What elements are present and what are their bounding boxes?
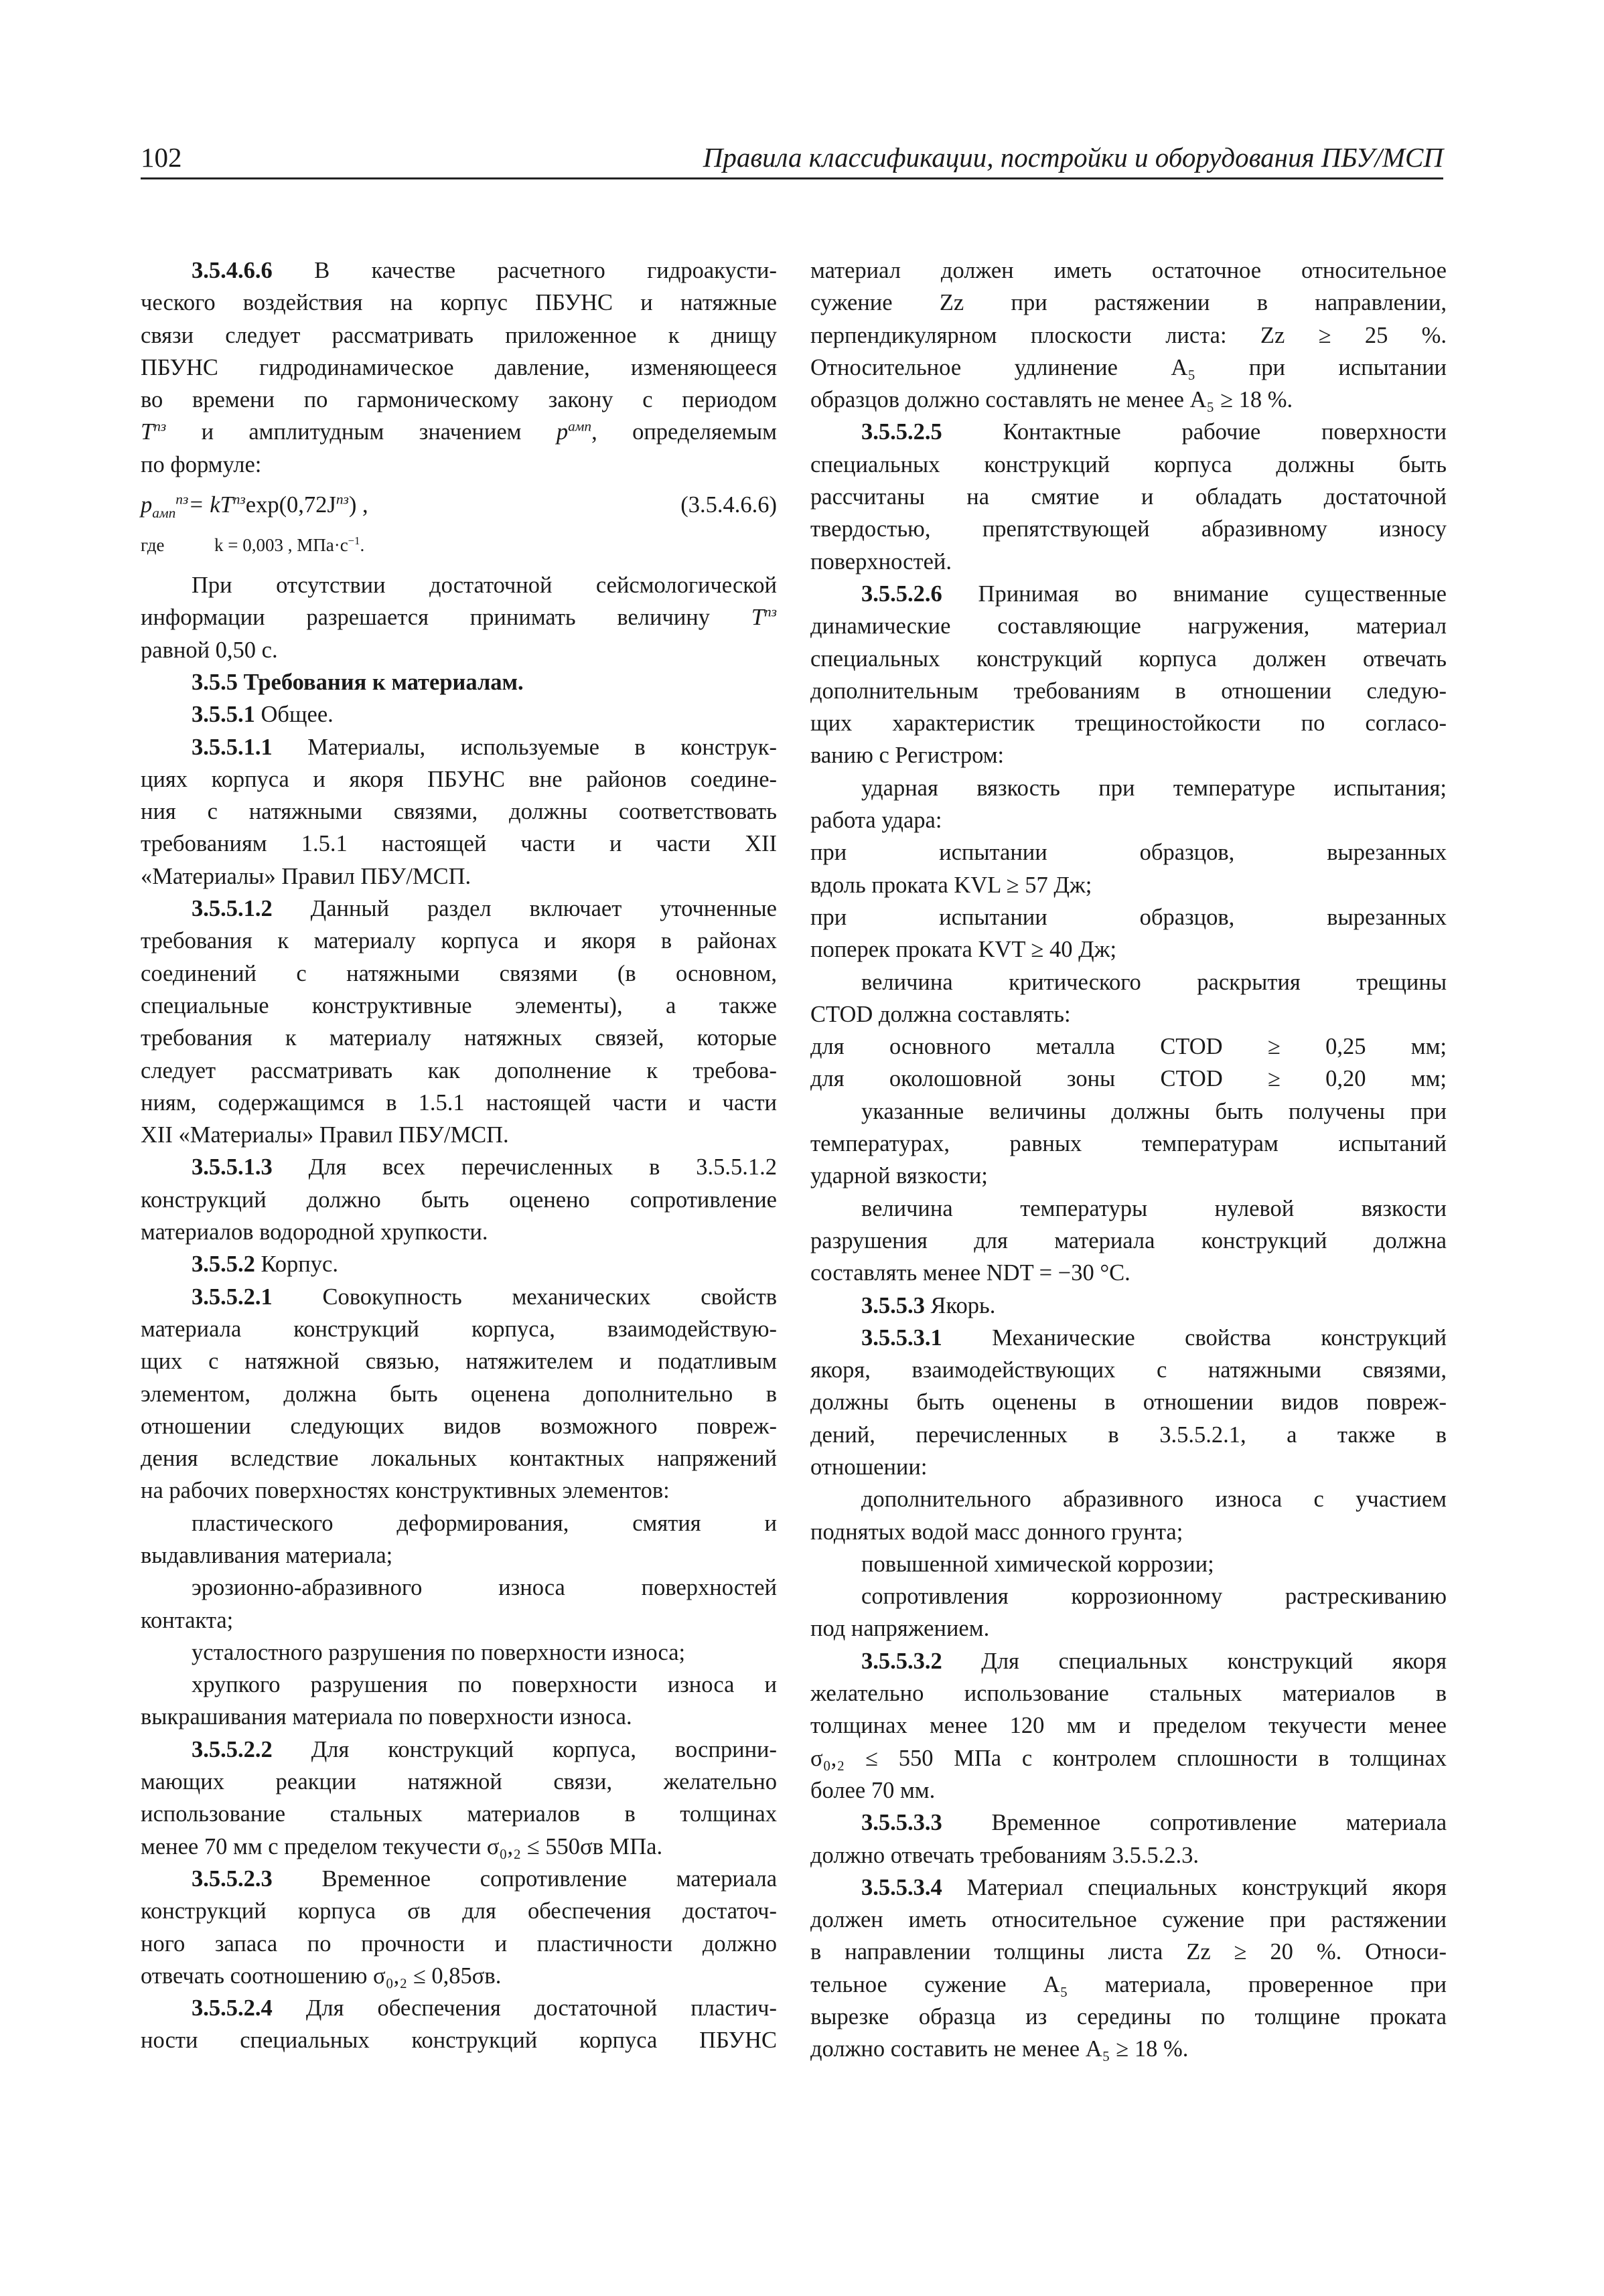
text-line: k = 0,003 , МПа·с	[214, 535, 348, 556]
text-line: = kT	[188, 492, 233, 518]
text-line: определяемым	[632, 419, 778, 445]
text-line: 3.5.5.2.5	[861, 419, 942, 445]
paragraph-3-5-5-2-4-continued	[810, 254, 1447, 416]
text-line: рассчитаны на смятие и обладать достаточной	[810, 484, 1447, 510]
list-item	[141, 1669, 777, 1734]
text-line: В качестве расчетного гидроакусти-	[314, 258, 777, 283]
text-line	[810, 1645, 1447, 1677]
text-line: Относительное удлинение A₅ при испытании	[810, 354, 1447, 380]
text-line: ударной вязкости;	[810, 1163, 988, 1189]
list-item: для основного металла CTOD ≥ 0,25 мм;	[810, 1034, 1447, 1060]
text-line: 3.5.5.2.3	[192, 1865, 273, 1892]
text-line: 3.5.5.2.2	[192, 1736, 273, 1762]
text-line	[141, 1151, 777, 1183]
text-line	[141, 254, 777, 287]
paragraph-3-5-5-2-4	[141, 1992, 777, 2057]
text-line: сопротивления коррозионному растрескиванию	[861, 1584, 1447, 1610]
text-line	[141, 601, 777, 633]
text-line: материалов водородной хрупкости.	[141, 1219, 488, 1245]
paragraph-3-5-5-1-2	[141, 893, 777, 1151]
text-line: 3.5.4.6.6	[192, 258, 273, 283]
text-line: при испытании образцов, вырезанных	[810, 840, 1447, 866]
running-title: Правила классификации, постройки и оборудования ПБУ/МСП	[703, 142, 1443, 173]
list-item	[810, 1580, 1447, 1645]
text-line: Временное сопротивление материала	[991, 1810, 1447, 1836]
text-line: тельное сужение A₅ материала, проверенное при	[810, 1971, 1447, 1997]
text-line: твердостью, препятствующей абразивному износу	[810, 516, 1447, 542]
text-line: повышенной химической коррозии;	[861, 1551, 1214, 1577]
text-line: где	[141, 535, 165, 556]
text-line: 3.5.5.3	[861, 1292, 925, 1318]
text-line: вырезке образца из середины по толщине проката	[810, 2004, 1447, 2030]
text-line: следует рассматривать как дополнение к требова-	[141, 1057, 777, 1083]
text-line: дений, перечисленных в 3.5.5.2.1, а также в	[810, 1422, 1447, 1448]
text-line	[810, 1322, 1447, 1354]
text-line: Данный раздел включает уточненные	[310, 896, 777, 922]
section-heading-3-5-5: 3.5.5 Требования к материалам.	[192, 669, 524, 695]
text-line: Принимая во внимание существенные	[978, 581, 1447, 607]
paragraph-3-5-5-2-2	[141, 1734, 777, 1863]
text-line: Материалы, используемые в конструк-	[307, 734, 778, 760]
text-line: Совокупность механических свойств	[322, 1284, 777, 1310]
list-item	[810, 901, 1447, 966]
list-item: для околошовной зоны CTOD ≥ 0,20 мм;	[810, 1066, 1447, 1092]
text-line: Для специальных конструкций якоря	[981, 1648, 1447, 1674]
text-line: ПБУНС гидродинамическое давление, изменяющееся	[141, 354, 777, 380]
text-line: амп	[568, 418, 592, 435]
list-item	[141, 1636, 777, 1669]
text-line: Контактные рабочие поверхности	[1003, 419, 1447, 445]
formula-3-5-4-6-6	[141, 489, 777, 530]
text-line: под напряжением.	[810, 1616, 990, 1642]
text-line: CTOD должна составлять:	[810, 1001, 1071, 1027]
text-line: дения вследствие локальных контактных напряжений	[141, 1446, 777, 1472]
list-item	[810, 1095, 1447, 1193]
text-line	[810, 1807, 1447, 1839]
text-line: и амплитудным значением	[201, 419, 522, 445]
text-line: поперек проката KVT ≥ 40 Дж;	[810, 937, 1117, 963]
text-line: поднятых водой масс донного грунта;	[810, 1519, 1183, 1545]
text-line: температурах, равных температурам испытаний	[810, 1131, 1447, 1157]
text-line: должен иметь относительное сужение при растяжении	[810, 1907, 1447, 1933]
list-item	[141, 1572, 777, 1636]
text-line: динамические составляющие нагружения, материал	[810, 613, 1447, 639]
text-line: При отсутствии достаточной сейсмологической	[192, 572, 777, 599]
list-item	[810, 1193, 1447, 1290]
page-header	[141, 137, 1443, 179]
text-line: ниям, содержащимся в 1.5.1 настоящей части и части	[141, 1089, 777, 1116]
text-line: хрупкого разрушения по поверхности износа и	[192, 1672, 777, 1698]
text-line: на рабочих поверхностях конструктивных элементов:	[141, 1478, 670, 1504]
text-line: Материал специальных конструкций якоря	[966, 1874, 1447, 1900]
list-item	[810, 836, 1447, 901]
text-line: циях корпуса и якоря ПБУНС вне районов соедине-	[141, 766, 777, 792]
text-line: пз	[336, 491, 349, 508]
text-line: пз	[763, 603, 777, 620]
text-line: мающих реакции натяжной связи, желательно	[141, 1769, 777, 1795]
text-line: усталостного разрушения по поверхности износа;	[192, 1639, 686, 1665]
paragraph-3-5-5-3-4	[810, 1871, 1447, 2066]
text-line: по формуле:	[141, 451, 262, 477]
paragraph-3-5-4-6-6	[141, 254, 777, 481]
text-line: Для обеспечения достаточной пластич-	[305, 1995, 777, 2021]
text-line: указанные величины должны быть получены при	[861, 1098, 1447, 1124]
text-line: 3.5.5.1	[192, 702, 255, 728]
text-line: перпендикулярном плоскости листа: Zz ≥ 25 %.	[810, 322, 1447, 348]
text-line: 3.5.5.3.4	[861, 1874, 942, 1900]
paragraph-3-5-5-2-6	[810, 578, 1447, 772]
text-line: пз	[232, 491, 246, 508]
text-line: щих характеристик трещиностойкости по согласо-	[810, 710, 1447, 737]
text-line: материала конструкций корпуса, взаимодействую-	[141, 1316, 777, 1342]
text-line: 3.5.5.1.3	[192, 1154, 273, 1180]
text-line: 3.5.5.2.6	[861, 581, 942, 607]
paragraph-3-5-5-1	[141, 698, 777, 731]
text-line	[141, 893, 777, 925]
text-line: амп	[152, 504, 176, 521]
formula-number: (3.5.4.6.6)	[680, 492, 777, 518]
text-line: 3.5.5.3.2	[861, 1648, 942, 1674]
text-line: p	[556, 419, 569, 445]
text-line: должно отвечать требованиям 3.5.5.2.3.	[810, 1842, 1199, 1868]
text-line: ного запаса по прочности и пластичности должно	[141, 1930, 777, 1957]
paragraph-3-5-5-3-3	[810, 1807, 1447, 1871]
paragraph-3-5-5-2	[141, 1248, 777, 1280]
text-line: разрушения для материала конструкций должна	[810, 1227, 1447, 1253]
text-line: 3.5.5.2.1	[192, 1284, 273, 1310]
formula-legend: где k = 0,003 , $МПа\cdot с^{-1}$.	[141, 530, 777, 560]
text-line: использование стальных материалов в толщинах	[141, 1801, 777, 1827]
text-line: 3.5.5.3.1	[861, 1324, 942, 1351]
text-line: специальных конструкций корпуса должны быть	[810, 451, 1447, 477]
paragraph-3-5-5-3	[810, 1290, 1447, 1322]
text-line: выдавливания материала;	[141, 1542, 393, 1568]
text-line: должно составить не менее A₅ ≥ 18 %.	[810, 2036, 1189, 2062]
text-line	[141, 1734, 777, 1766]
text-line: в направлении толщины листа Zz ≥ 20 %. Относи-	[810, 1939, 1447, 1965]
text-line: Для всех перечисленных в 3.5.5.1.2	[308, 1154, 778, 1180]
text-line: ударная вязкость при температуре испытания;	[861, 775, 1447, 801]
text-line: менее 70 мм с пределом текучести σ₀,₂ ≤ 550σв МПа.	[141, 1833, 663, 1859]
text-line: выкрашивания материала по поверхности износа.	[141, 1704, 632, 1730]
text-line: якоря, взаимодействующих с натяжными связями,	[810, 1357, 1447, 1383]
text-line: величина критического раскрытия трещины	[861, 969, 1447, 995]
text-line: требования к материалу натяжных связей, которые	[141, 1025, 777, 1051]
text-line: во времени по гармоническому закону с периодом	[141, 387, 777, 413]
text-line: пз	[175, 491, 189, 508]
text-line: p	[141, 492, 153, 518]
text-line: ванию с Регистром:	[810, 743, 1005, 769]
text-line: конструкций корпуса σв для обеспечения достаточ-	[141, 1898, 777, 1924]
text-line: соединений с натяжными связями (в основном,	[141, 960, 777, 986]
paragraph-3-5-5-3-1	[810, 1322, 1447, 1483]
text-line: ) ,	[348, 492, 368, 518]
text-line: 3.5.5.1.1	[192, 734, 273, 760]
text-line: T	[751, 605, 764, 631]
text-line: контакта;	[141, 1607, 234, 1633]
text-line	[810, 416, 1447, 448]
text-line: равной 0,50 с.	[141, 637, 278, 663]
text-line: связи следует рассматривать приложенное к днищу	[141, 322, 777, 348]
text-line: 3.5.5.3.3	[861, 1810, 942, 1836]
list-item	[810, 1548, 1447, 1580]
list-item	[810, 966, 1447, 1031]
text-line: при испытании образцов, вырезанных	[810, 904, 1447, 930]
text-line: 3.5.5.2.4	[192, 1995, 273, 2021]
text-line: пз	[153, 418, 167, 435]
text-line: T	[141, 419, 154, 445]
text-line	[141, 731, 777, 763]
text-line: элементом, должна быть оценена дополнительно в	[141, 1381, 777, 1407]
text-line: работа удара:	[810, 808, 942, 834]
page-number: 102	[141, 142, 182, 173]
text-line: специальные конструктивные элементы), а также	[141, 992, 777, 1018]
text-line	[141, 1992, 777, 2024]
paragraph-3-5-5-1-3	[141, 1151, 777, 1248]
text-line: щих с натяжной связью, натяжителем и податливым	[141, 1349, 777, 1375]
list-item	[810, 1483, 1447, 1548]
text-line: ческого воздействия на корпус ПБУНС и натяжные	[141, 290, 777, 316]
text-line: $T^{пз}$ и амплитудным значением $p^{амп}$, определяемым	[141, 418, 778, 445]
text-line	[141, 1281, 777, 1313]
text-line: отношении:	[810, 1454, 928, 1480]
text-line	[141, 1863, 777, 1895]
text-line: более 70 мм.	[810, 1777, 936, 1803]
text-line: величина температуры нулевой вязкости	[861, 1195, 1447, 1221]
text-line: ности специальных конструкций корпуса ПБУНС	[141, 2027, 777, 2054]
text-line: Для конструкций корпуса, восприни-	[311, 1736, 777, 1762]
text-line: Корпус.	[261, 1251, 338, 1278]
text-line: вдоль проката KVL ≥ 57 Дж;	[810, 872, 1092, 898]
text-line: Якорь.	[930, 1292, 996, 1318]
paragraph-3-5-5-2-1	[141, 1281, 777, 1507]
paragraph-3-5-5-3-2	[810, 1645, 1447, 1807]
text-line: поверхностей.	[810, 548, 952, 575]
right-column	[810, 254, 1447, 2066]
text-line: отвечать соотношению σ₀,₂ ≤ 0,85σв.	[141, 1963, 502, 1989]
text-line: толщинах менее 120 мм и пределом текучести менее	[810, 1713, 1447, 1739]
paragraph-seismic	[141, 569, 777, 666]
text-line: ния с натяжными связями, должны соответствовать	[141, 799, 777, 825]
text-line: требования к материалу корпуса и якоря в районах	[141, 928, 777, 954]
text-line	[810, 578, 1447, 610]
paragraph-3-5-5-2-5	[810, 416, 1447, 577]
text-line: Механические свойства конструкций	[992, 1324, 1447, 1351]
text-line: 3.5.5.2	[192, 1251, 255, 1278]
text-line: XII «Материалы» Правил ПБУ/МСП.	[141, 1122, 509, 1148]
text-line: дополнительного абразивного износа с участием	[861, 1486, 1447, 1513]
text-line: σ₀,₂ ≤ 550 МПа с контролем сплошности в толщинах	[810, 1745, 1447, 1771]
text-line: сужение Zz при растяжении в направлении,	[810, 290, 1447, 316]
text-line: эрозионно-абразивного износа поверхностей	[192, 1575, 777, 1601]
left-column	[141, 254, 777, 2057]
text-line: должны быть оценены в отношении видов повреж-	[810, 1389, 1447, 1415]
text-line: специальных конструкций корпуса должен отвечать	[810, 645, 1447, 672]
list-item	[141, 1507, 777, 1572]
text-line: −1	[348, 534, 360, 548]
text-line: конструкций должно быть оценено сопротивление	[141, 1187, 777, 1213]
text-line: Общее.	[261, 702, 334, 728]
text-line: exp(0,72J	[245, 492, 336, 518]
text-line: отношении следующих видов возможного повреж-	[141, 1413, 777, 1439]
text-line: образцов должно составлять не менее A₅ ≥ 18 %.	[810, 387, 1293, 413]
paragraph-3-5-5-1-1	[141, 731, 777, 893]
text-line: дополнительным требованиям в отношении следую-	[810, 678, 1447, 704]
text-line: желательно использование стальных материалов в	[810, 1681, 1447, 1707]
text-line: требованиям 1.5.1 настоящей части и части XII	[141, 831, 777, 857]
text-line: «Материалы» Правил ПБУ/МСП.	[141, 863, 471, 889]
text-line: информации разрешается принимать величину	[141, 605, 711, 631]
list-item	[810, 772, 1447, 837]
text-line: Временное сопротивление материала	[321, 1865, 778, 1892]
text-line: пластического деформирования, смятия и	[192, 1510, 777, 1536]
paragraph-3-5-5-2-3	[141, 1863, 777, 1992]
text-line	[810, 1871, 1447, 1904]
text-line: материал должен иметь остаточное относительное	[810, 258, 1447, 283]
text-line: составлять менее NDT = −30 °С.	[810, 1260, 1131, 1286]
text-line: 3.5.5.1.2	[192, 896, 273, 922]
